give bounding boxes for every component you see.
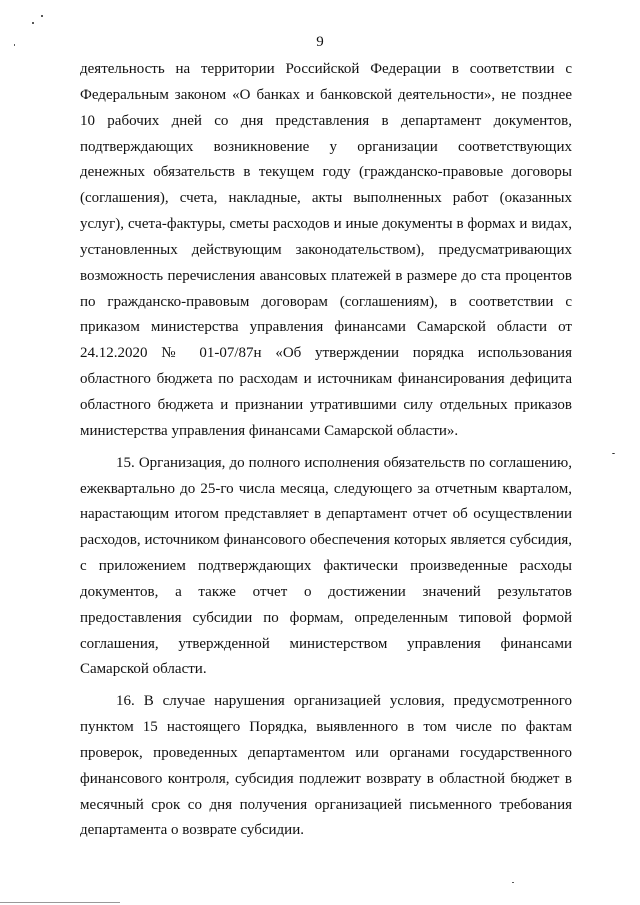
page-number: 9 xyxy=(316,34,324,50)
paragraph-continuation: деятельность на территории Российской Федерации в соответствии с Федеральным законом «О банках и банковской деятельности», не позднее 10 рабочих дней со дня представления в департамент документов, подтверждающих возникновение у организации соответствующих денежных обязательств в текущем году (гражданско-правовые договоры (соглашения), счета, накладные, акты выполненных работ (оказанных услуг), счета-фактуры, сметы расходов и иные документы в формах и видах, установленных действующим законодательством), предусматривающих возможность перечисления авансовых платежей в размере до ста процентов по гражданско-правовым договорам (соглашениям), в соответствии с приказом министерства управления финансами Самарской области от 24.12.2020 № 01-07/87н «Об утверждении порядка использования областного бюджета по расходам и источникам финансирования дефицита областного бюджета и признании утратившими силу отдельных приказов министерства управления финансами Самарской области». xyxy=(80,61,572,439)
scan-speck xyxy=(512,882,514,883)
scan-speck xyxy=(32,22,34,24)
document-body xyxy=(80,57,572,844)
scan-speck xyxy=(612,453,615,454)
scan-edge-line xyxy=(0,902,120,903)
scan-speck xyxy=(41,15,43,17)
paragraph-item-15: 15. Организация, до полного исполнения обязательств по соглашению, ежеквартально до 25-го числа месяца, следующего за отчетным кварталом, нарастающим итогом представляет в департамент отчет об осуществлении расходов, источником финансового обеспечения которых является субсидия, с приложением подтверждающих фактически произведенные расходы документов, а также отчет о достижении значений результатов предоставления субсидии по формам, определенным типовой формой соглашения, утвержденной министерством управления финансами Самарской области. xyxy=(80,454,572,678)
paragraph-item-16: 16. В случае нарушения организацией условия, предусмотренного пунктом 15 настоящего Порядка, выявленного в том числе по фактам проверок, проведенных департаментом или органами государственного финансового контроля, субсидия подлежит возврату в областной бюджет в месячный срок со дня получения организацией письменного требования департамента о возврате субсидии. xyxy=(80,693,572,839)
